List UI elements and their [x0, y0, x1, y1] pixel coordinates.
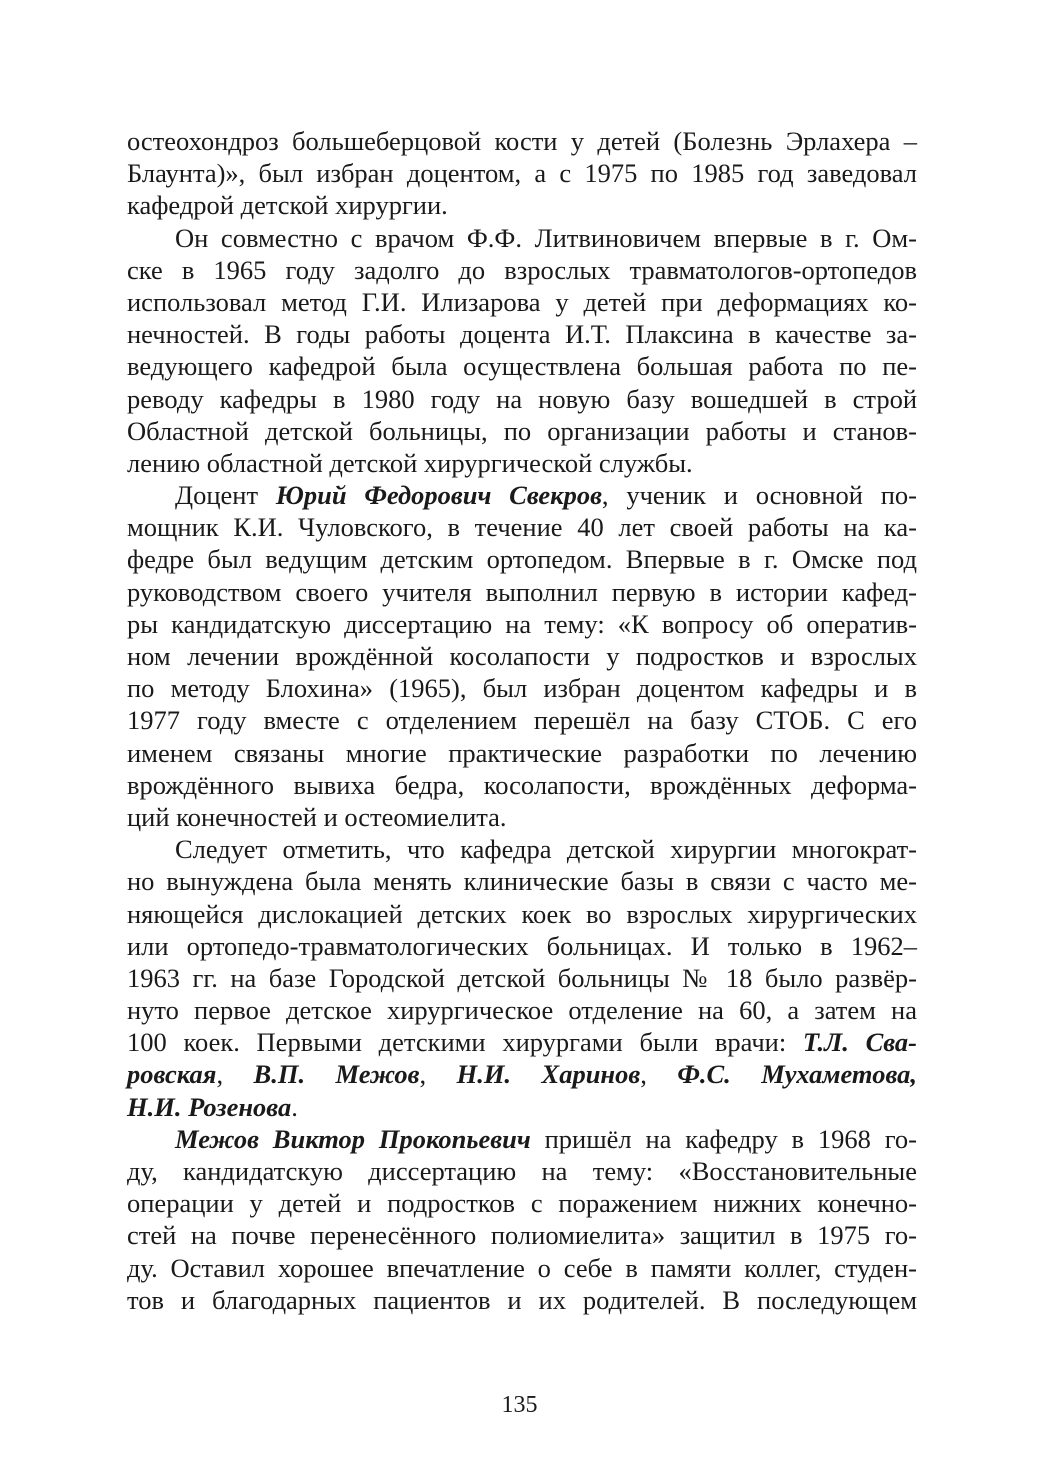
page-body [127, 125, 917, 1316]
text-line [127, 1091, 917, 1123]
text-segment: именем связаны многие практические разработки по лечению [127, 737, 917, 768]
text-line [127, 1252, 917, 1284]
text-line [127, 898, 917, 930]
text-line [127, 511, 917, 543]
text-line [127, 769, 917, 801]
paragraph [127, 479, 917, 833]
emphasized-name: Н.И. Розенова [127, 1091, 292, 1122]
text-line [127, 543, 917, 575]
text-line [127, 1284, 917, 1316]
text-segment: руководством своего учителя выполнил первую в истории кафед- [127, 576, 917, 607]
text-line [127, 1219, 917, 1251]
text-segment: использовал метод Г.И. Илизарова у детей при деформациях ко- [127, 286, 917, 317]
text-segment: мощник К.И. Чуловского, в течение 40 лет своей работы на ка- [127, 512, 917, 543]
text-segment: врождённого вывиха бедра, косолапости, врождённых деформа- [127, 769, 917, 800]
text-line [127, 415, 917, 447]
text-line [127, 286, 917, 318]
text-line [127, 157, 917, 189]
text-line [127, 704, 917, 736]
text-segment: ду, кандидатскую диссертацию на тему: «Восстановительные [127, 1156, 917, 1186]
text-segment: , [216, 1059, 254, 1090]
text-line [127, 962, 917, 994]
text-segment: Доцент [175, 480, 276, 511]
emphasized-name: Межов Виктор Прокопьевич [175, 1123, 531, 1154]
text-segment: Следует отметить, что кафедра детской хирургии многократ- [175, 834, 917, 865]
text-line [127, 1058, 917, 1090]
emphasized-name: Юрий Федорович Свекров [275, 480, 602, 511]
text-segment: . [291, 1091, 298, 1122]
text-line [127, 479, 917, 511]
text-segment: стей на почве перенесённого полиомиелита» защитил в 1975 го- [127, 1220, 917, 1251]
text-line [127, 801, 917, 833]
text-segment: лению областной детской хирургической службы. [127, 447, 693, 478]
text-segment: Областной детской больницы, по организации работы и станов- [127, 415, 917, 446]
text-segment: 100 коек. Первыми детскими хирургами были врачи: [127, 1027, 803, 1058]
text-segment: пришёл на кафедру в 1968 го- [530, 1123, 918, 1154]
text-segment: нуто первое детское хирургическое отделение на 60, а затем на [127, 995, 917, 1026]
text-line [127, 350, 917, 382]
text-line [127, 1155, 917, 1187]
text-segment: но вынуждена была менять клинические базы в связи с часто ме- [127, 866, 917, 897]
paragraph [127, 1123, 917, 1316]
text-line [127, 833, 917, 865]
text-segment: , ученик и основной по- [601, 480, 917, 511]
text-segment: ном лечении врождённой косолапости у подростков и взрослых [127, 641, 917, 671]
paragraph [127, 833, 917, 1123]
text-line [127, 318, 917, 350]
text-segment: федре был ведущим детским ортопедом. Впервые в г. Омске под [127, 544, 917, 575]
text-segment: остеохондроз большеберцовой кости у детей (Болезнь Эрлахера – [127, 126, 917, 156]
text-line [127, 865, 917, 897]
text-line [127, 1187, 917, 1219]
text-segment: , [419, 1059, 457, 1090]
paragraph [127, 222, 917, 480]
text-line [127, 447, 917, 479]
text-segment: ций конечностей и остеомиелита. [127, 801, 507, 832]
page-number: 135 [501, 1392, 538, 1418]
text-line [127, 383, 917, 415]
text-segment: нечностей. В годы работы доцента И.Т. Плаксина в качестве за- [127, 319, 917, 350]
text-segment: ведующего кафедрой была осуществлена большая работа по пе- [127, 351, 917, 382]
text-segment: реводу кафедры в 1980 году на новую базу вошедшей в строй [127, 383, 917, 414]
text-line [127, 608, 917, 640]
text-line [127, 576, 917, 608]
text-line [127, 125, 917, 157]
text-segment: тов и благодарных пациентов и их родителей. В последующем [127, 1284, 917, 1315]
text-line [127, 189, 917, 221]
emphasized-name: Т.Л. Сва- [802, 1027, 917, 1058]
text-segment: или ортопедо-травматологических больницах. И только в 1962– [127, 930, 917, 961]
text-segment: операции у детей и подростков с поражением нижних конечно- [127, 1188, 917, 1219]
text-line [127, 672, 917, 704]
text-segment: ду. Оставил хорошее впечатление о себе в памяти коллег, студен- [127, 1252, 917, 1283]
text-line [127, 1123, 917, 1155]
text-line [127, 737, 917, 769]
text-segment: няющейся дислокацией детских коек во взрослых хирургических [127, 898, 917, 929]
text-line [127, 994, 917, 1026]
paragraph [127, 125, 917, 222]
text-line [127, 640, 917, 672]
text-segment: 1977 году вместе с отделением перешёл на базу СТОБ. С его [127, 705, 917, 736]
emphasized-name: ровская [127, 1059, 217, 1090]
text-segment: , [640, 1059, 678, 1090]
text-segment: кафедрой детской хирургии. [127, 190, 448, 221]
emphasized-name: В.П. Межов [253, 1059, 420, 1090]
emphasized-name: Ф.С. Мухаметова, [677, 1059, 917, 1090]
text-segment: по методу Блохина» (1965), был избран доцентом кафедры и в [127, 673, 917, 704]
text-line [127, 930, 917, 962]
text-segment: ры кандидатскую диссертацию на тему: «К вопросу об оператив- [127, 608, 917, 639]
text-line [127, 222, 917, 254]
emphasized-name: Н.И. Харинов [456, 1059, 641, 1090]
text-segment: Блаунта)», был избран доцентом, а с 1975 по 1985 год заведовал [127, 158, 917, 189]
text-segment: ске в 1965 году задолго до взрослых травматологов-ортопедов [127, 254, 917, 285]
text-line [127, 1026, 917, 1058]
text-segment: 1963 гг. на базе Городской детской больницы № 18 было развёр- [127, 962, 917, 993]
text-segment: Он совместно с врачом Ф.Ф. Литвиновичем впервые в г. Ом- [175, 222, 917, 253]
text-line [127, 254, 917, 286]
